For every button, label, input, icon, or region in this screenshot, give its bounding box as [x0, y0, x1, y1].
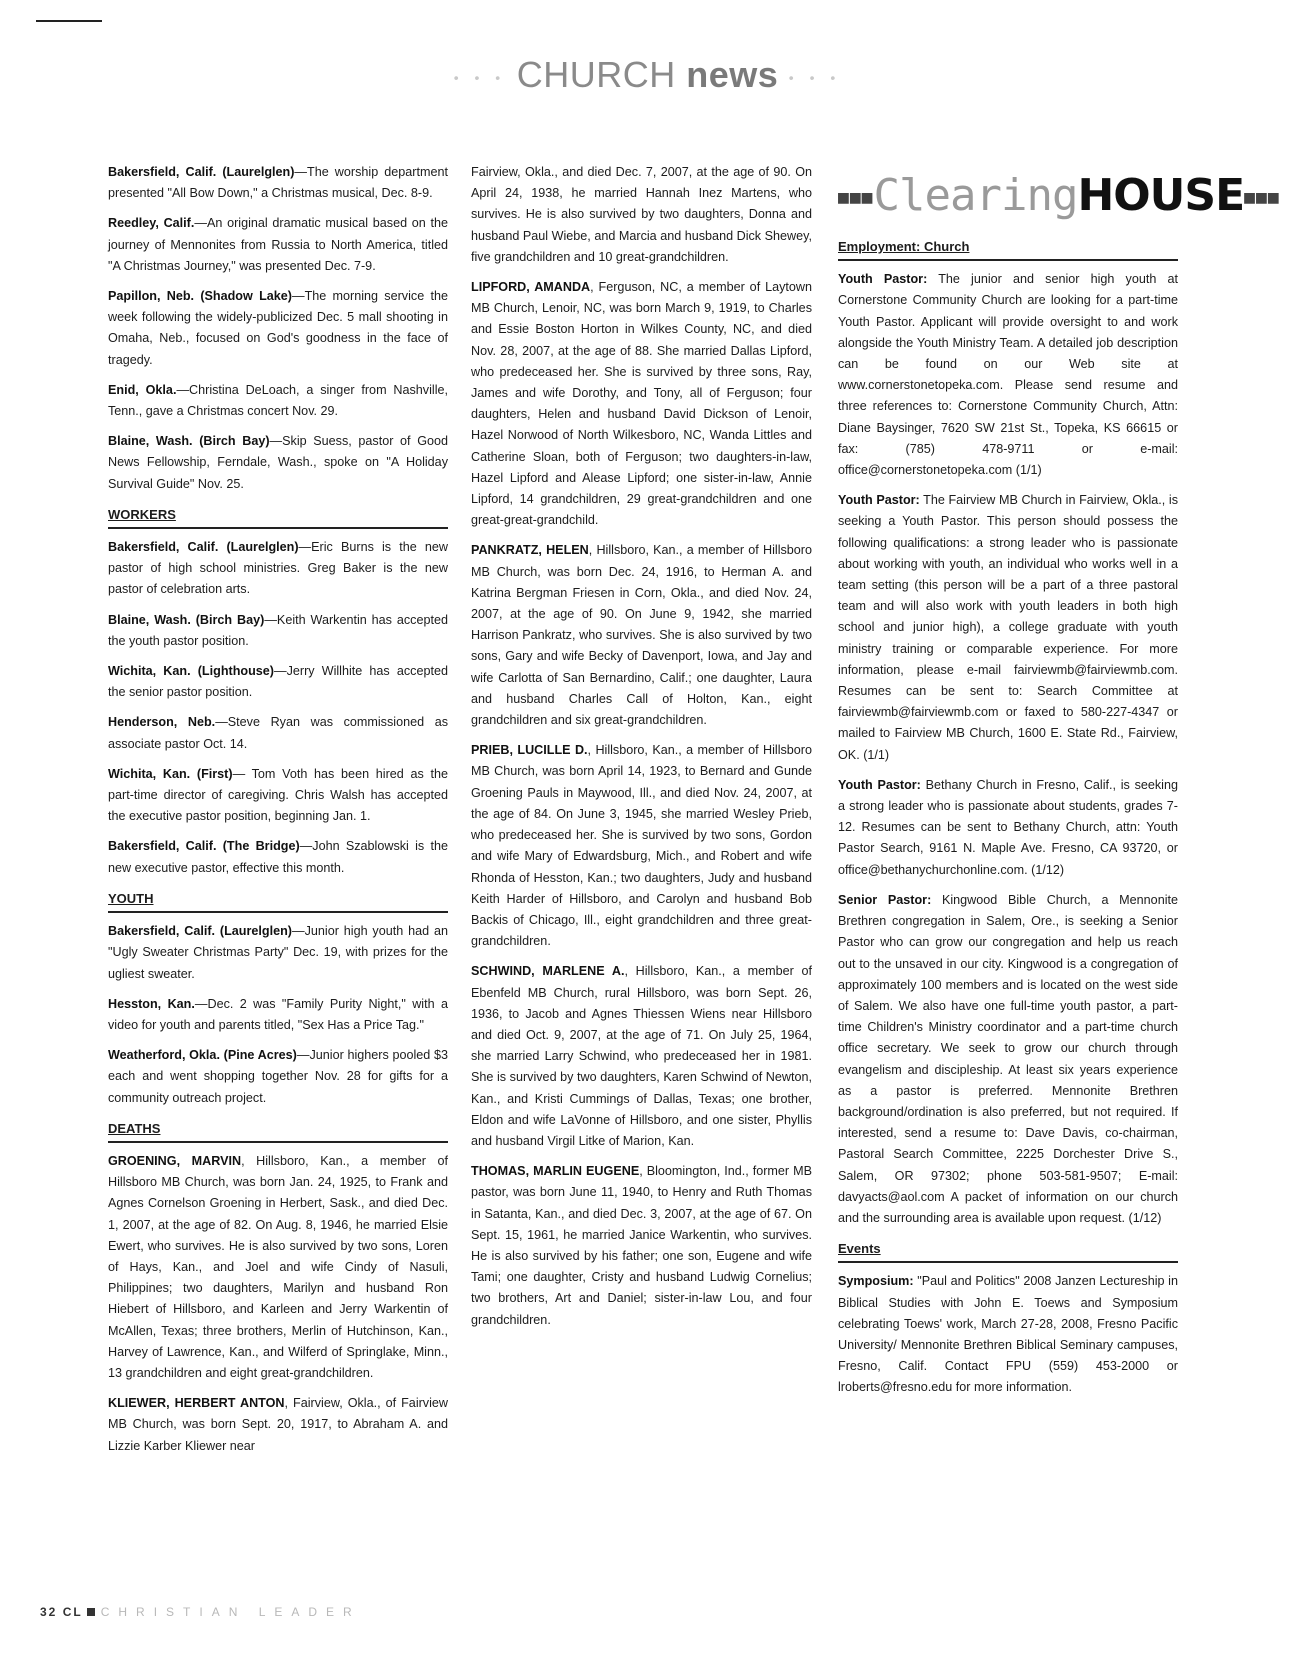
- news-item: [108, 994, 448, 1036]
- news-text: —The morning service the week following the widely-publicized Dec. 5 mall shooting in Omaha, Neb., focused on God's goodness in the face of tragedy.: [108, 289, 448, 367]
- ad-title: Youth Pastor:: [838, 272, 928, 287]
- top-rule: [36, 20, 102, 22]
- news-place: Bakersfield, Calif. (The Bridge): [108, 839, 300, 854]
- ad-text: The junior and senior high youth at Cornerstone Community Church are looking for a part-time Youth Pastor. Applicant will provide oversight to and work alongside the Youth Ministry Team. A detailed job description can be found on our Web site at www.cornerstonetopeka.com. Please send resume and three references to: Cornerstone Community Church, Attn: Diane Baysinger, 7620 SW 21st St., Topeka, KS 66615 or fax: (785) 478-9711 or e-mail: office@cornerstonetopeka.com (1/1): [838, 272, 1178, 478]
- classified-ad: [838, 775, 1178, 881]
- news-text: —Junior high youth had an "Ugly Sweater Christmas Party" Dec. 19, with prizes for the ugliest sweater.: [108, 924, 448, 981]
- news-item: [108, 1045, 448, 1109]
- logo-word-house: HOUSE: [1077, 170, 1245, 221]
- news-text: —Steve Ryan was commissioned as associate pastor Oct. 14.: [108, 715, 448, 751]
- news-place: Weatherford, Okla. (Pine Acres): [108, 1048, 297, 1063]
- column-1: [108, 162, 448, 1466]
- magazine-abbr: CL: [62, 1605, 83, 1619]
- obituary-name: LIPFORD, AMANDA: [471, 280, 591, 295]
- workers-heading: WORKERS: [108, 504, 448, 529]
- obituary: [471, 1161, 812, 1331]
- obituary-text: , Hillsboro, Kan., a member of Hillsboro MB Church, was born Jan. 24, 1925, to Frank and Agnes Cornelson Groening in Herbert, Sask., and died Dec. 1, 2007, at the age of 82. On Aug. 8, 1946, he married Elsie Ewert, who survives. He is also survived by two sons, Loren of Hays, Kan., and Joel and wife Cindy of Nasuli, Philippines; two daughters, Marilyn and husband Ron Hiebert of Hillsboro, and Karleen and Jerry Warkentin of McAllen, Texas; three brothers, Merlin of Hutchinson, Kan., Harvey of Lawrence, Kan., and Wilferd of Springlake, Minn., 13 grandchildren and eight great-grandchildren.: [108, 1153, 449, 1380]
- news-place: Wichita, Kan. (Lighthouse): [108, 664, 274, 679]
- news-text: —Keith Warkentin has accepted the youth pastor position.: [108, 612, 448, 648]
- news-text: —Christina DeLoach, a singer from Nashville, Tenn., gave a Christmas concert Nov. 29.: [108, 382, 449, 419]
- news-item: [108, 286, 448, 371]
- ad-text: The Fairview MB Church in Fairview, Okla., is seeking a Youth Pastor. This person should possess the following qualifications: a strong leader who is passionate about working with youth, an individual who works well in a team setting (this person will be a part of a three pastoral team and will also work with youth leaders in both high school and junior high), a college graduate with youth ministry training or comparable experience. For more information, please e-mail fairviewmb@fairviewmb.com. Resumes can be sent to: Search Committee at fairviewmb@fairviewmb.com or faxed to 580-227-4347 or mailed to Fairview MB Church, 1600 E. State Rd., Fairview, OK. (1/1): [838, 493, 1178, 762]
- news-text: —Junior highers pooled $3 each and went shopping together Nov. 28 for gifts for a community outreach project.: [108, 1048, 448, 1105]
- news-item: [108, 213, 448, 277]
- deaths-heading: DEATHS: [108, 1118, 448, 1143]
- news-place: Enid, Okla.: [108, 382, 177, 397]
- youth-heading: YOUTH: [108, 888, 448, 913]
- obituary-text: , Ferguson, NC, a member of Laytown MB Church, Lenoir, NC, was born March 9, 1919, to Charles and Essie Boston Horton in Wilkes County, NC, and died Nov. 28, 2007, at the age of 88. She married Dallas Lipford, who predeceased her. She is survived by three sons, Ray, James and wife Dorothy, and Tony, all of Ferguson; four daughters, Helen and husband David Dickson of Lenoir, Hazel Norwood of North Wilkesboro, NC, Wanda Littles and Catherine Sloan, both of Ferguson; two daughters-in-law, Hazel Lipford and Alease Lipford; one sister-in-law, Annie Lipford, 14 grandchildren, 29 great-grandchildren and one great-great-grandchild.: [471, 280, 812, 528]
- ad-title: Youth Pastor:: [838, 493, 920, 508]
- news-place: Blaine, Wash. (Birch Bay): [108, 612, 265, 627]
- news-text: —An original dramatic musical based on the journey of Mennonites from Russia to North America, titled "A Christmas Journey," was presented Dec. 7-9.: [108, 216, 449, 273]
- news-place: Bakersfield, Calif. (Laurelglen): [108, 924, 292, 939]
- banner-dots-left: • • •: [453, 69, 507, 86]
- news-item: [108, 836, 448, 878]
- obituary-name: PANKRATZ, HELEN: [471, 543, 589, 558]
- news-item: [108, 661, 448, 703]
- news-item: [108, 610, 448, 652]
- obituary-name: SCHWIND, MARLENE A.: [471, 964, 625, 979]
- news-place: Blaine, Wash. (Birch Bay): [108, 434, 270, 449]
- column-2: [471, 162, 812, 1340]
- obituary: [471, 277, 812, 531]
- news-place: Henderson, Neb.: [108, 715, 216, 730]
- classified-ad: [838, 1271, 1178, 1398]
- classified-ad: [838, 490, 1178, 766]
- obituary-name: KLIEWER, HERBERT ANTON: [108, 1396, 285, 1411]
- news-text: —The worship department presented "All Bow Down," a Christmas musical, Dec. 8-9.: [108, 165, 448, 201]
- obituary-text: , Fairview, Okla., of Fairview MB Church, was born Sept. 20, 1917, to Abraham A. and Lizzie Karber Kliewer near: [108, 1396, 449, 1453]
- news-item: [108, 431, 448, 495]
- news-item: [108, 162, 448, 204]
- ad-title: Senior Pastor:: [838, 892, 932, 907]
- page-number: 32: [40, 1605, 58, 1619]
- news-text: — Tom Voth has been hired as the part-time director of caregiving. Chris Walsh has accepted the executive pastor position, beginning Jan. 1.: [108, 766, 449, 824]
- obituary-text: , Bloomington, Ind., former MB pastor, was born June 11, 1940, to Henry and Ruth Thomas in Satanta, Kan., and died Dec. 3, 2007, at the age of 67. On Sept. 15, 1961, he married Janice Warkentin, who survives. He is also survived by his father; one son, Eugene and wife Tami; one daughter, Cristy and husband Ludwig Cornelius; two brothers, Art and Daniel; sister-in-law Lou, and four grandchildren.: [471, 1164, 812, 1327]
- obituary-name: PRIEB, LUCILLE D.: [471, 743, 588, 758]
- logo-blocks-left: ■■■: [838, 187, 874, 208]
- obituary-name: THOMAS, MARLIN EUGENE: [471, 1164, 640, 1179]
- news-item: [108, 537, 448, 601]
- news-place: Wichita, Kan. (First): [108, 766, 233, 781]
- obituary-text: , Hillsboro, Kan., a member of Hillsboro MB Church, was born April 14, 1923, to Bernard and Gunde Groening Pauls in Maywood, Ill., and died Nov. 24, 2007, at the age of 84. On June 3, 1945, she married Wesley Prieb, who predeceased her. She is survived by two sons, Gordon and wife Mary of Edwardsburg, Mich., and Robert and wife Rhonda of Hesston, Kan.; two daughters, Judy and husband Keith Harder of Hillsboro, and Carolyn and husband Bob Backis of Chicago, Ill., eight grandchildren and three great-grandchildren.: [471, 743, 813, 949]
- news-item: [108, 712, 448, 754]
- banner-dots-right: • • •: [788, 69, 842, 86]
- obituary-text: , Hillsboro, Kan., a member of Hillsboro MB Church, was born Dec. 24, 1916, to Herman A. and Katrina Bergman Friesen in Corn, Okla., and died Nov. 24, 2007, at the age of 90. On June 9, 1942, she married Harrison Pankratz, who survives. She is also survived by two sons, Gary and wife Becky of Davenport, Iowa, and Jay and wife Carlotta of San Bernardino, Calif.; one daughter, Laura and husband Charles Call of Holton, Kan., eight grandchildren and six great-grandchildren.: [471, 543, 812, 728]
- news-place: Reedley, Calif.: [108, 216, 195, 231]
- news-text: —Eric Burns is the new pastor of high school ministries. Greg Baker is the new pastor of celebration arts.: [108, 540, 448, 597]
- obituary: [471, 540, 812, 731]
- logo-blocks-right: ■■■: [1244, 187, 1280, 208]
- news-item: [108, 380, 448, 422]
- classified-ad: [838, 269, 1178, 481]
- banner-word-church: CHURCH: [516, 54, 687, 95]
- news-place: Papillon, Neb. (Shadow Lake): [108, 289, 292, 304]
- news-text: —John Szablowski is the new executive pastor, effective this month.: [108, 839, 448, 875]
- news-text: —Dec. 2 was "Family Purity Night," with a video for youth and parents titled, "Sex Has a Price Tag.": [108, 996, 448, 1032]
- obituary: [471, 961, 812, 1152]
- news-item: [108, 921, 448, 985]
- ad-text: "Paul and Politics" 2008 Janzen Lectureship in Biblical Studies with John E. Toews and Symposium celebrating Toews' work, March 27-28, 2008, Fresno Pacific University/ Mennonite Brethren Biblical Seminary campuses, Fresno, Calif. Contact FPU (559) 453-2000 or lroberts@fresno.edu for more information.: [838, 1274, 1178, 1395]
- column-3: [838, 168, 1280, 1408]
- news-place: Bakersfield, Calif. (Laurelglen): [108, 165, 295, 179]
- employment-heading: Employment: Church: [838, 236, 1178, 261]
- clearinghouse-logo: [838, 168, 1280, 228]
- obituary: [108, 1151, 448, 1384]
- news-place: Hesston, Kan.: [108, 996, 195, 1011]
- page-footer: [40, 1605, 361, 1619]
- ad-title: Symposium:: [838, 1274, 914, 1289]
- obituary: [471, 740, 812, 952]
- banner-word-news: news: [686, 54, 779, 95]
- section-banner: [0, 54, 1295, 96]
- events-heading: Events: [838, 1238, 1178, 1263]
- classified-ad: [838, 890, 1178, 1229]
- logo-word-clearing: Clearing: [873, 170, 1078, 221]
- ad-text: Kingwood Bible Church, a Mennonite Brethren congregation in Salem, Ore., is seeking a Senior Pastor who can grow our congregation and help us reach out to the unsaved in our city. Kingwood is a congregation of approximately 100 members and is located on the west side of Salem. We also have one full-time youth pastor, a part-time Children's Ministry coordinator and a part-time church office secretary. We seek to grow our church through evangelism and discipleship. At least six years experience as a pastor is preferred. Mennonite Brethren background/ordination is also preferred, but not required. If interested, send a resume to: Dave Davis, co-chairman, Pastoral Search Committee, 2225 Dorchester Drive S., Salem, OR 97302; phone 503-581-9507; E-mail: davyacts@aol.com A packet of information on our church and the surrounding area is available upon request. (1/12): [838, 892, 1178, 1225]
- news-text: —Jerry Willhite has accepted the senior pastor position.: [108, 664, 448, 700]
- magazine-name: CHRISTIAN LEADER: [100, 1605, 361, 1619]
- obituary-name: GROENING, MARVIN: [108, 1153, 242, 1168]
- ad-text: Bethany Church in Fresno, Calif., is seeking a strong leader who is passionate about students, grades 7-12. Resumes can be sent to Bethany Church, attn: Youth Pastor Search, 9161 N. Maple Ave. Fresno, CA 93720, or office@bethanychurchonline.com. (1/12): [838, 777, 1178, 877]
- news-item: [108, 764, 448, 828]
- obituary: [108, 1393, 448, 1457]
- news-place: Bakersfield, Calif. (Laurelglen): [108, 540, 299, 555]
- obituary-continued: Fairview, Okla., and died Dec. 7, 2007, at the age of 90. On April 24, 1938, he married Hannah Inez Martens, who survives. He is also survived by two daughters, Donna and husband Paul Wiebe, and Marcia and husband Dick Shewey, five grandchildren and 10 great-grandchildren.: [471, 165, 812, 264]
- square-icon: [87, 1608, 95, 1616]
- ad-title: Youth Pastor:: [838, 777, 921, 792]
- obituary-text: , Hillsboro, Kan., a member of Ebenfeld MB Church, rural Hillsboro, was born Sept. 26, 1936, to Jacob and Agnes Thiessen Wiens near Hillsboro and died Oct. 9, 2007, at the age of 71. On July 25, 1964, she married Larry Schwind, who predeceased her in 1981. She is survived by two daughters, Karen Schwind of Newton, Kan., and Kristi Cummings of Dallas, Texas; one brother, Eldon and wife LaVonne of Hillsboro, and one sister, Phyllis and husband Virgil Litke of Marion, Kan.: [471, 964, 812, 1148]
- news-text: —Skip Suess, pastor of Good News Fellowship, Ferndale, Wash., spoke on "A Holiday Survival Guide" Nov. 25.: [108, 434, 449, 491]
